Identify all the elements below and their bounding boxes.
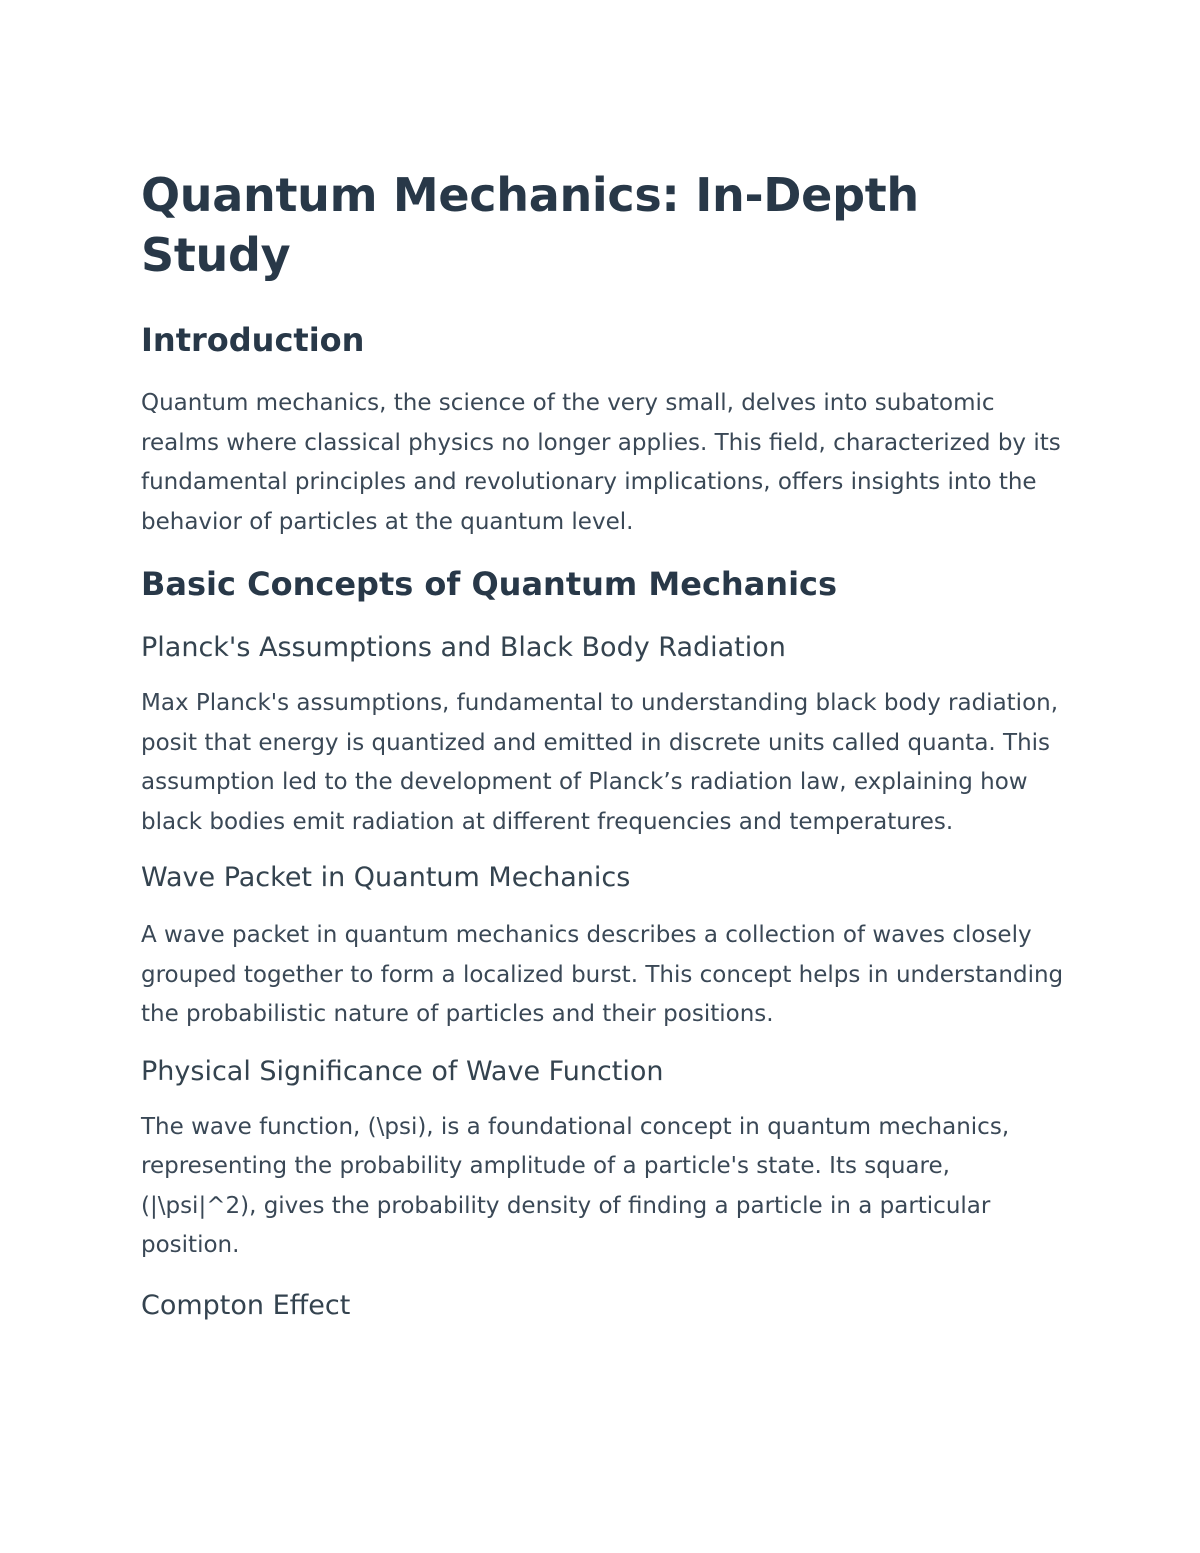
section-heading-introduction: Introduction [141, 321, 365, 359]
paragraph-wave-function: The wave function, (\psi), is a foundational concept in quantum mechanics, representing the probability amplitude of a particle's state. Its square, (|\psi|^2), gives the probability density of finding a particle in a particular position. [141, 1113, 1010, 1258]
subheading-wave-packet: Wave Packet in Quantum Mechanics [141, 862, 631, 893]
subheading-wave-function: Physical Significance of Wave Function [141, 1055, 664, 1087]
document-title: Quantum Mechanics: In-Depth Study [141, 168, 919, 282]
paragraph-planck: Max Planck's assumptions, fundamental to understanding black body radiation, posit that energy is quantized and emitted in discrete units called quanta. This assumption led to the development of Planck’s radiation law, explaining how black bodies emit radiation at different frequencies and temperatures. [141, 690, 1059, 835]
paragraph-introduction: Quantum mechanics, the science of the very small, delves into subatomic realms where classical physics no longer applies. This field, characterized by its fundamental principles and revolutionary implications, offers insights into the behavior of particles at the quantum level. [141, 390, 1061, 535]
document-page [141, 165, 1071, 1324]
subheading-compton-effect: Compton Effect [141, 1289, 351, 1321]
section-heading-basic-concepts: Basic Concepts of Quantum Mechanics [141, 565, 838, 603]
paragraph-wave-packet: A wave packet in quantum mechanics describes a collection of waves closely grouped together to form a localized burst. This concept helps in understanding the probabilistic nature of particles and their positions. [141, 922, 1064, 1027]
subheading-planck: Planck's Assumptions and Black Body Radiation [141, 632, 786, 663]
